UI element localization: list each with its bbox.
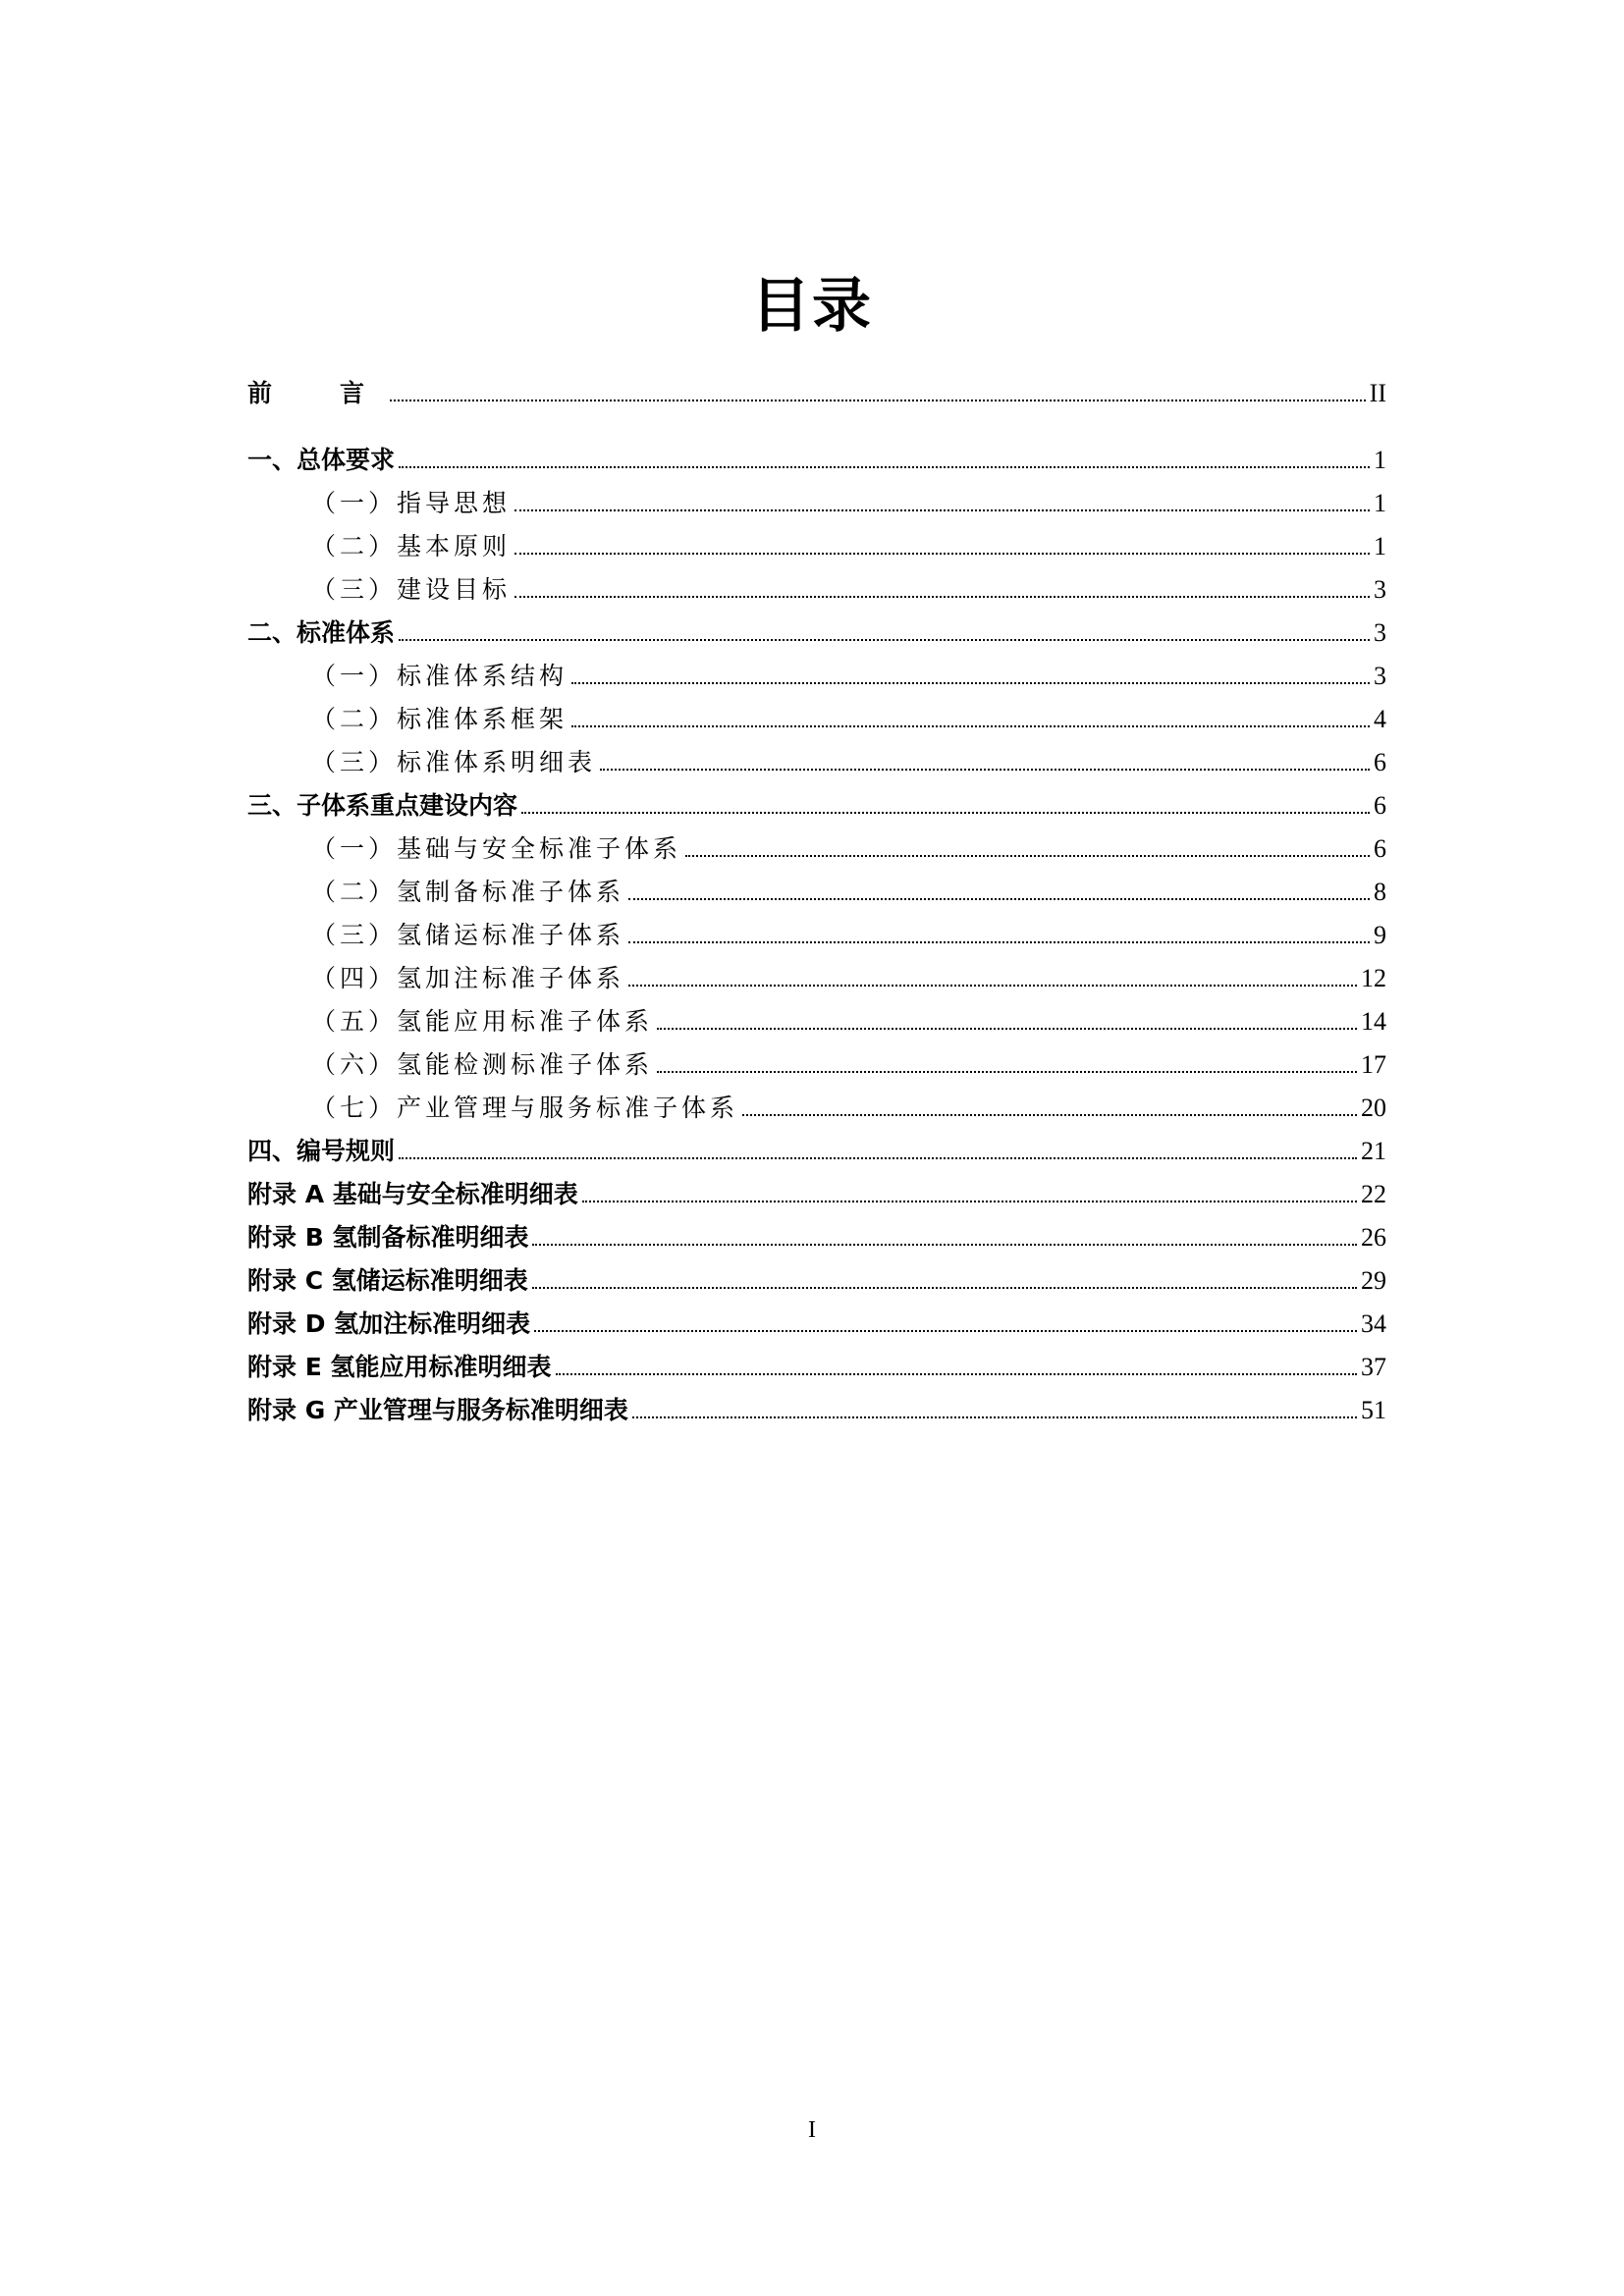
toc-entry-page: 21 [1361,1137,1386,1165]
toc-entry-page: 9 [1374,921,1386,949]
toc-entry-page: 1 [1374,532,1386,561]
toc-entry[interactable] [247,1172,1386,1211]
dot-leader [685,854,1370,857]
toc-entry[interactable] [247,827,1386,866]
toc-entry-page: 3 [1374,575,1386,604]
toc-entry-label: 附录 D 氢加注标准明细表 [247,1309,531,1338]
footer-page-number: I [808,2117,816,2143]
dot-leader [399,465,1370,468]
toc-entry-label: 四、编号规则 [247,1137,396,1165]
toc-entry[interactable] [247,956,1386,995]
toc-entry-label: 三、子体系重点建设内容 [247,791,518,820]
toc-entry-page: 6 [1374,748,1386,776]
toc-entry-page: 8 [1374,878,1386,906]
toc-entry-label: 一、总体要求 [247,446,396,474]
toc-entry[interactable] [247,1302,1386,1341]
toc-entry[interactable] [247,870,1386,909]
dot-leader [399,638,1370,641]
toc-entry[interactable] [247,783,1386,823]
toc-entry[interactable] [247,567,1386,607]
dot-leader [514,508,1370,511]
toc-entry-page: 26 [1361,1223,1386,1252]
toc-entry-label: （一）标准体系结构 [311,662,568,690]
toc-entry[interactable] [247,697,1386,736]
dot-leader [514,595,1370,598]
toc-entry[interactable] [247,1215,1386,1255]
dot-leader [628,984,1357,987]
toc-entry-page: 14 [1361,1007,1386,1036]
dot-leader [399,1156,1357,1159]
dot-leader [390,399,1366,401]
toc-entry[interactable] [247,1086,1386,1125]
toc-entry-label: （七）产业管理与服务标准子体系 [311,1094,739,1122]
toc-entry[interactable] [247,1258,1386,1298]
toc-entry-label: （三）氢储运标准子体系 [311,921,625,949]
toc-entry-page: 6 [1374,834,1386,863]
toc-entry-page: 34 [1361,1309,1386,1338]
toc-entry[interactable] [247,1388,1386,1427]
toc-entry-label: 附录 A 基础与安全标准明细表 [247,1180,578,1208]
toc-entry-page: 4 [1374,705,1386,733]
toc-entry[interactable] [247,654,1386,693]
toc-entry[interactable] [247,438,1386,477]
dot-leader [657,1070,1357,1073]
toc-entry[interactable] [247,1042,1386,1082]
toc-entry-page: 6 [1374,791,1386,820]
toc-entry[interactable] [247,371,1386,410]
dot-leader [556,1372,1358,1375]
toc-entry-label: （二）基本原则 [311,532,512,561]
dot-leader [657,1027,1357,1030]
dot-leader [571,681,1370,684]
toc-entry-label: （二）标准体系框架 [311,705,568,733]
toc-entry-label: （一）指导思想 [311,489,512,517]
toc-entry-page: 17 [1361,1050,1386,1079]
dot-leader [628,940,1370,943]
toc-entry[interactable] [247,1129,1386,1168]
toc-entry[interactable] [247,999,1386,1039]
toc-entry[interactable] [247,913,1386,952]
toc-entry[interactable] [247,611,1386,650]
toc-entry-page: 3 [1374,618,1386,647]
toc-entry-label: 附录 G 产业管理与服务标准明细表 [247,1396,628,1424]
dot-leader [571,724,1370,727]
dot-leader [742,1113,1357,1116]
toc-entry-page: 37 [1361,1353,1386,1381]
toc-entry[interactable] [247,481,1386,520]
toc-entry-label: （三）标准体系明细表 [311,748,597,776]
toc-entry-page: 51 [1361,1396,1386,1424]
toc-entry-label: 附录 B 氢制备标准明细表 [247,1223,529,1252]
toc-entry-label: （四）氢加注标准子体系 [311,964,625,992]
dot-leader [514,552,1370,555]
toc-entry-page: 1 [1374,489,1386,517]
dot-leader [628,897,1370,900]
dot-leader [532,1243,1357,1246]
toc-entry-label: 附录 E 氢能应用标准明细表 [247,1353,552,1381]
dot-leader [582,1200,1357,1202]
dot-leader [532,1286,1357,1289]
toc-entry-label: （一）基础与安全标准子体系 [311,834,682,863]
toc-entry[interactable] [247,1345,1386,1384]
dot-leader [632,1415,1357,1418]
toc-entry-page: 20 [1361,1094,1386,1122]
dot-leader [521,811,1370,814]
toc-entry-label: 前 言 [247,379,387,407]
toc-entry-page: II [1369,379,1386,407]
dot-leader [534,1329,1357,1332]
toc-entry-page: 12 [1361,964,1386,992]
toc-entry-label: 二、标准体系 [247,618,396,647]
toc-entry-label: （五）氢能应用标准子体系 [311,1007,654,1036]
toc-entry-label: 附录 C 氢储运标准明细表 [247,1266,528,1295]
toc-entry-label: （六）氢能检测标准子体系 [311,1050,654,1079]
page-title: 目录 [751,272,873,341]
toc-entry[interactable] [247,524,1386,563]
toc-entry-page: 22 [1361,1180,1386,1208]
toc-entry-page: 3 [1374,662,1386,690]
toc-entry-label: （二）氢制备标准子体系 [311,878,625,906]
toc-entry[interactable] [247,740,1386,779]
toc-entry-page: 1 [1374,446,1386,474]
dot-leader [600,768,1370,771]
toc-entry-page: 29 [1361,1266,1386,1295]
toc-entry-label: （三）建设目标 [311,575,512,604]
